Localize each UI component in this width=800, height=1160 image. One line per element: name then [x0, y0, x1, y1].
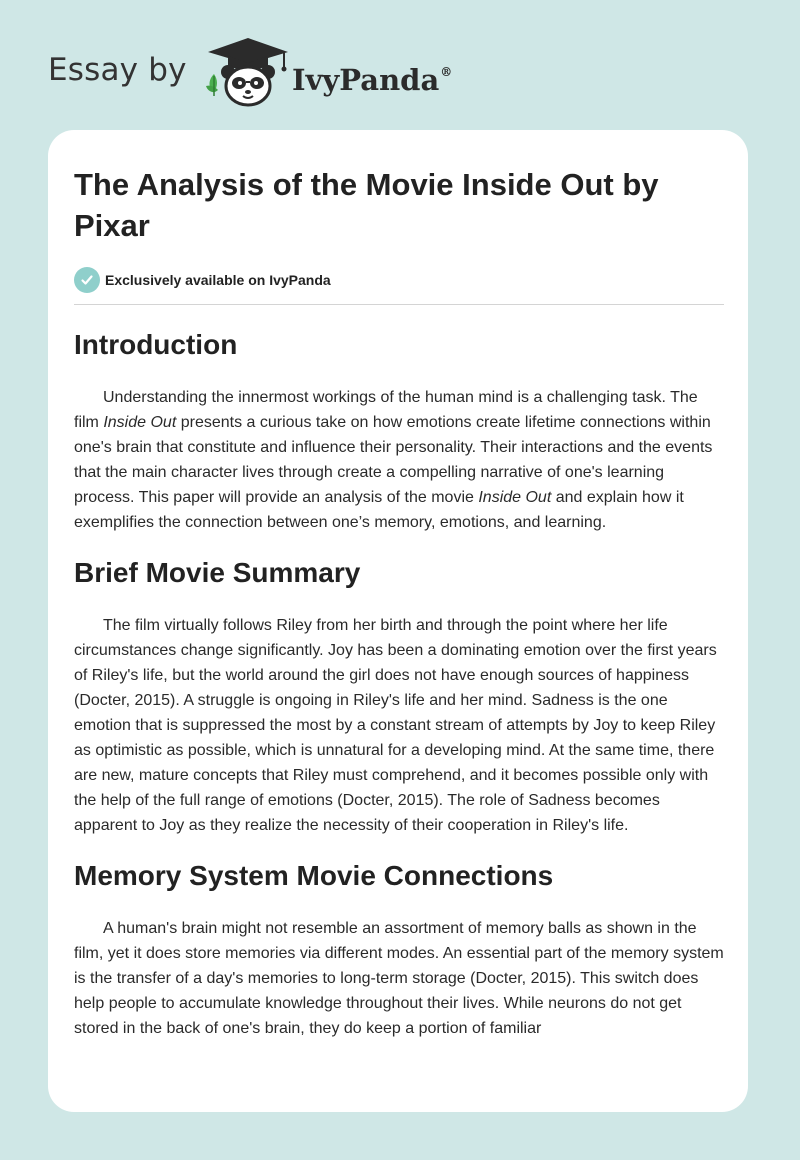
panda-logo-icon[interactable] — [200, 36, 296, 108]
article-title: The Analysis of the Movie Inside Out by Pixar — [74, 167, 659, 243]
movie-title-italic: Inside Out — [478, 489, 552, 506]
registered-mark: ® — [440, 65, 453, 79]
paragraph-text: presents a curious take on how emotions create lifetime connections within one's brain that constitute and influence their personality. Their interactions and the events that the main character lives through create a compelling narrative of one's learning process. This paper will provide an analysis of the movie — [74, 414, 713, 506]
check-circle-icon — [74, 267, 100, 293]
brand-text: IvyPanda — [292, 63, 440, 97]
section-paragraph-memory: A human's brain might not resemble an assortment of memory balls as shown in the film, yet it does store memories via different modes. An essential part of the memory system is the transfer of a day's memories to long-term storage (Docter, 2015). This switch does help people to accumulate knowledge throughout their lives. While neurons do not get stored in the back of one's brain, they do keep a portion of familiar — [74, 920, 724, 1037]
title-divider — [74, 304, 724, 305]
exclusive-badge — [74, 266, 724, 294]
paragraph-text: Understanding the innermost workings of the human mind is a challenging task. The film — [74, 389, 698, 431]
movie-title-italic: Inside Out — [103, 414, 177, 431]
section-heading-memory: Memory System Movie Connections — [74, 860, 554, 891]
article-card — [48, 130, 748, 1112]
article-content — [74, 164, 724, 1041]
paragraph-text: and explain how it exemplifies the connection between one’s memory, emotions, and learning. — [74, 489, 684, 531]
essay-by-label: Essay by — [48, 52, 187, 88]
exclusive-label: Exclusively available on IvyPanda — [105, 272, 331, 288]
section-heading-introduction: Introduction — [74, 329, 238, 360]
brand-name[interactable] — [292, 54, 452, 98]
section-paragraph-summary: The film virtually follows Riley from her birth and through the point where her life circumstances change significantly. Joy has been a dominating emotion over the first years of Riley's life, but the world around the girl does not have enough sources of happiness (Docter, 2015). A struggle is ongoing in Riley's life and her mind. Sadness is the one emotion that is suppressed the most by a constant stream of attempts by Joy to keep Riley as optimistic as possible, which is unnatural for a developing mind. At the same time, there are new, mature concepts that Riley must comprehend, and it becomes possible only with the help of the full range of emotions (Docter, 2015). The role of Sadness becomes apparent to Joy as they realize the necessity of their cooperation in Riley's life. — [74, 617, 717, 834]
leaf-icon — [206, 74, 218, 96]
section-heading-summary: Brief Movie Summary — [74, 557, 361, 588]
section-paragraph-introduction — [74, 385, 724, 535]
site-header — [0, 0, 800, 130]
